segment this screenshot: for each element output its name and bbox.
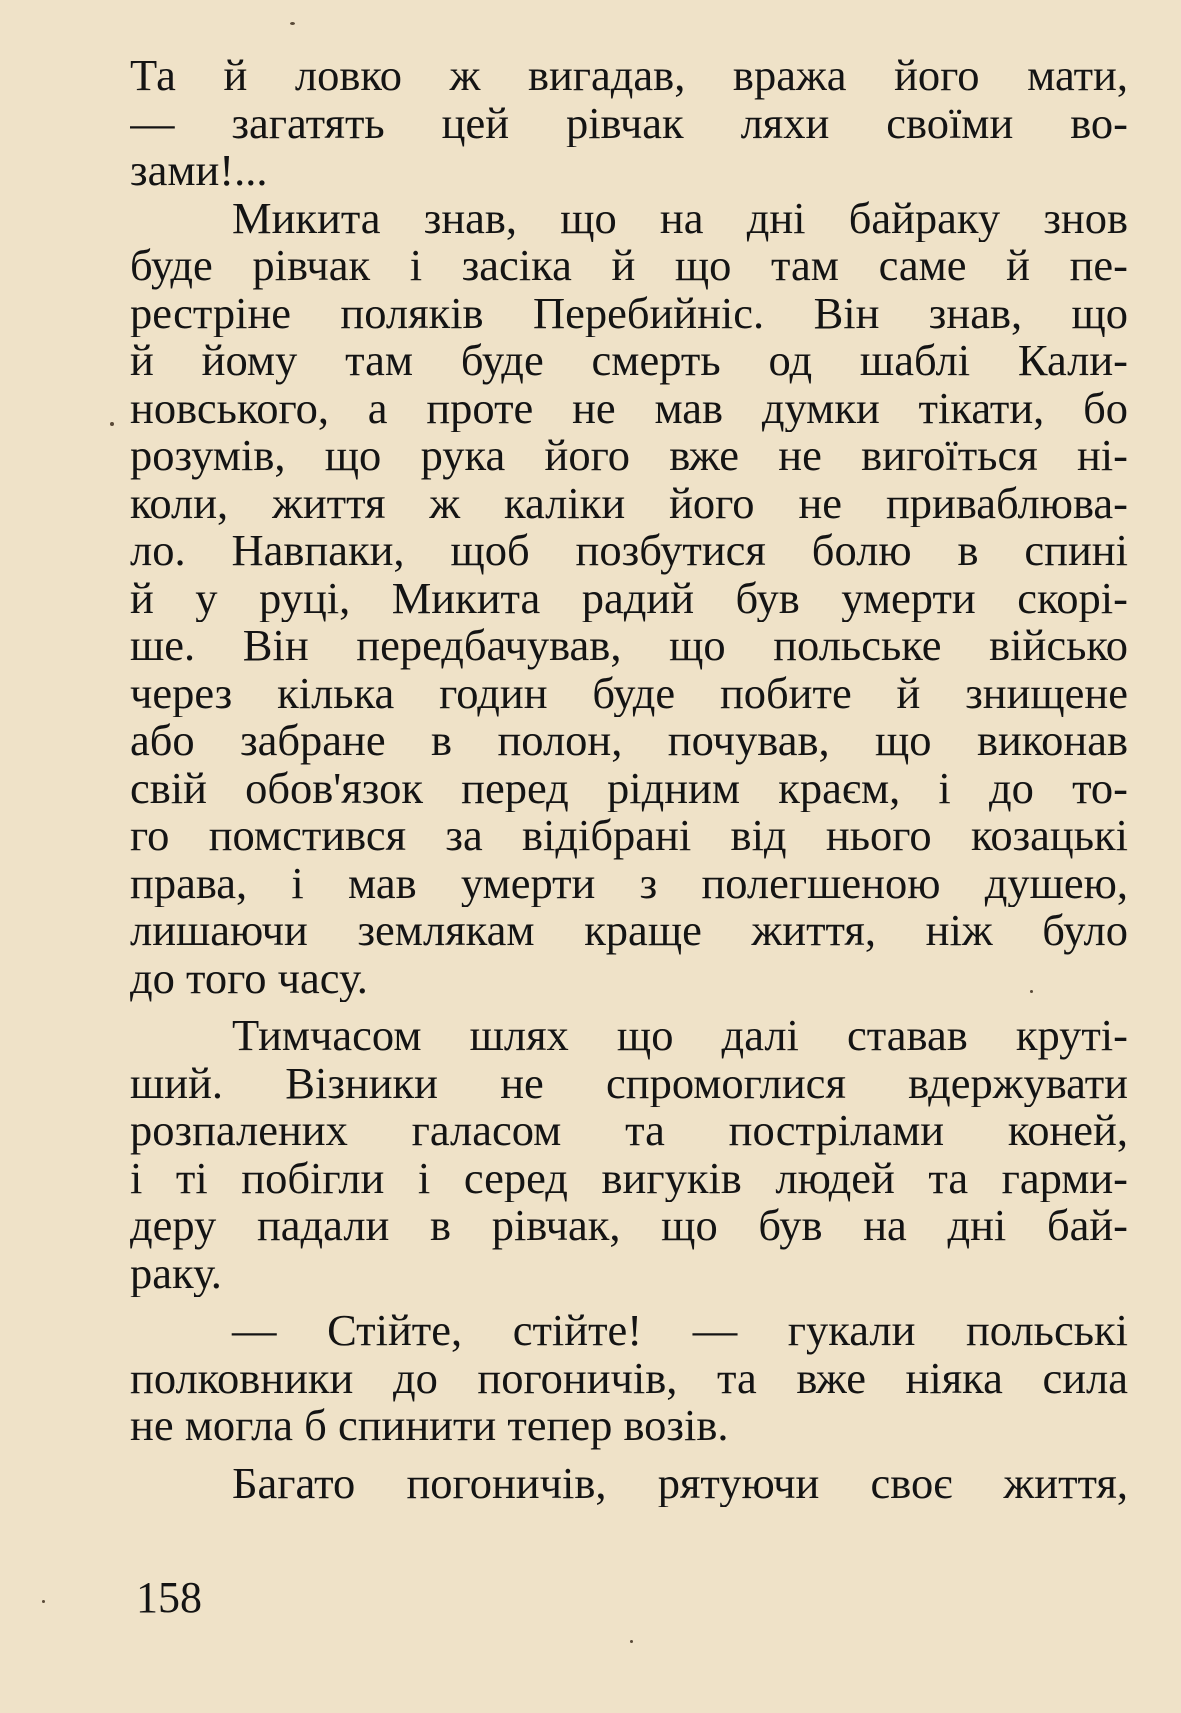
print-speck — [42, 1600, 45, 1603]
text-line: рестріне поляків Перебийніс. Він знав, що — [130, 289, 1128, 337]
text-line: Багато погоничів, рятуючи своє життя, — [232, 1459, 1128, 1507]
text-line: ший. Візники не спромоглися вдержувати — [130, 1059, 1128, 1107]
text-line: не могла б спинити тепер возів. — [130, 1402, 729, 1450]
text-line: й у руці, Микита радий був умерти скорі- — [130, 574, 1128, 622]
text-line: зами!... — [130, 147, 268, 195]
print-speck — [630, 1640, 633, 1643]
text-line: свій обов'язок перед рідним краєм, і до то- — [130, 764, 1128, 812]
text-line: до того часу. — [130, 954, 368, 1002]
text-line: ше. Він передбачував, що польське військо — [130, 622, 1128, 670]
body-text — [130, 52, 1128, 1507]
text-line: через кілька годин буде побите й знищене — [130, 669, 1128, 717]
paragraph-gap — [130, 1297, 1128, 1307]
print-speck — [290, 22, 295, 25]
paragraph-gap — [130, 1002, 1128, 1012]
text-line: — загатять цей рівчак ляхи своїми во- — [130, 99, 1128, 147]
text-line: лишаючи землякам краще життя, ніж було — [130, 907, 1128, 955]
text-line: буде рівчак і засіка й що там саме й пе- — [130, 242, 1128, 290]
text-line: раку. — [130, 1249, 222, 1297]
text-line: го помстився за відібрані від нього козацькі — [130, 812, 1128, 860]
text-line: Та й ловко ж вигадав, вража його мати, — [130, 52, 1128, 100]
text-line: Тимчасом шлях що далі ставав круті- — [232, 1012, 1128, 1060]
print-speck — [1030, 990, 1033, 993]
text-line: полковники до погоничів, та вже ніяка сила — [130, 1354, 1128, 1402]
page-number: 158 — [136, 1573, 202, 1622]
paragraph-gap — [130, 1450, 1128, 1460]
text-line: й йому там буде смерть од шаблі Кали- — [130, 337, 1128, 385]
text-line: Микита знав, що на дні байраку знов — [232, 194, 1128, 242]
text-line: розпалених галасом та пострілами коней, — [130, 1107, 1128, 1155]
text-line: новського, а проте не мав думки тікати, бо — [130, 384, 1128, 432]
text-line: або забране в полон, почував, що виконав — [130, 717, 1128, 765]
text-line: розумів, що рука його вже не вигоїться ні- — [130, 432, 1128, 480]
text-line: коли, життя ж каліки його не приваблюва- — [130, 479, 1128, 527]
text-line: деру падали в рівчак, що був на дні бай- — [130, 1202, 1128, 1250]
text-line: ло. Навпаки, щоб позбутися болю в спині — [130, 527, 1128, 575]
text-line: — Стійте, стійте! — гукали польські — [232, 1307, 1128, 1355]
text-line: права, і мав умерти з полегшеною душею, — [130, 859, 1128, 907]
text-line: і ті побігли і серед вигуків людей та гарми- — [130, 1154, 1128, 1202]
print-speck — [110, 422, 114, 426]
